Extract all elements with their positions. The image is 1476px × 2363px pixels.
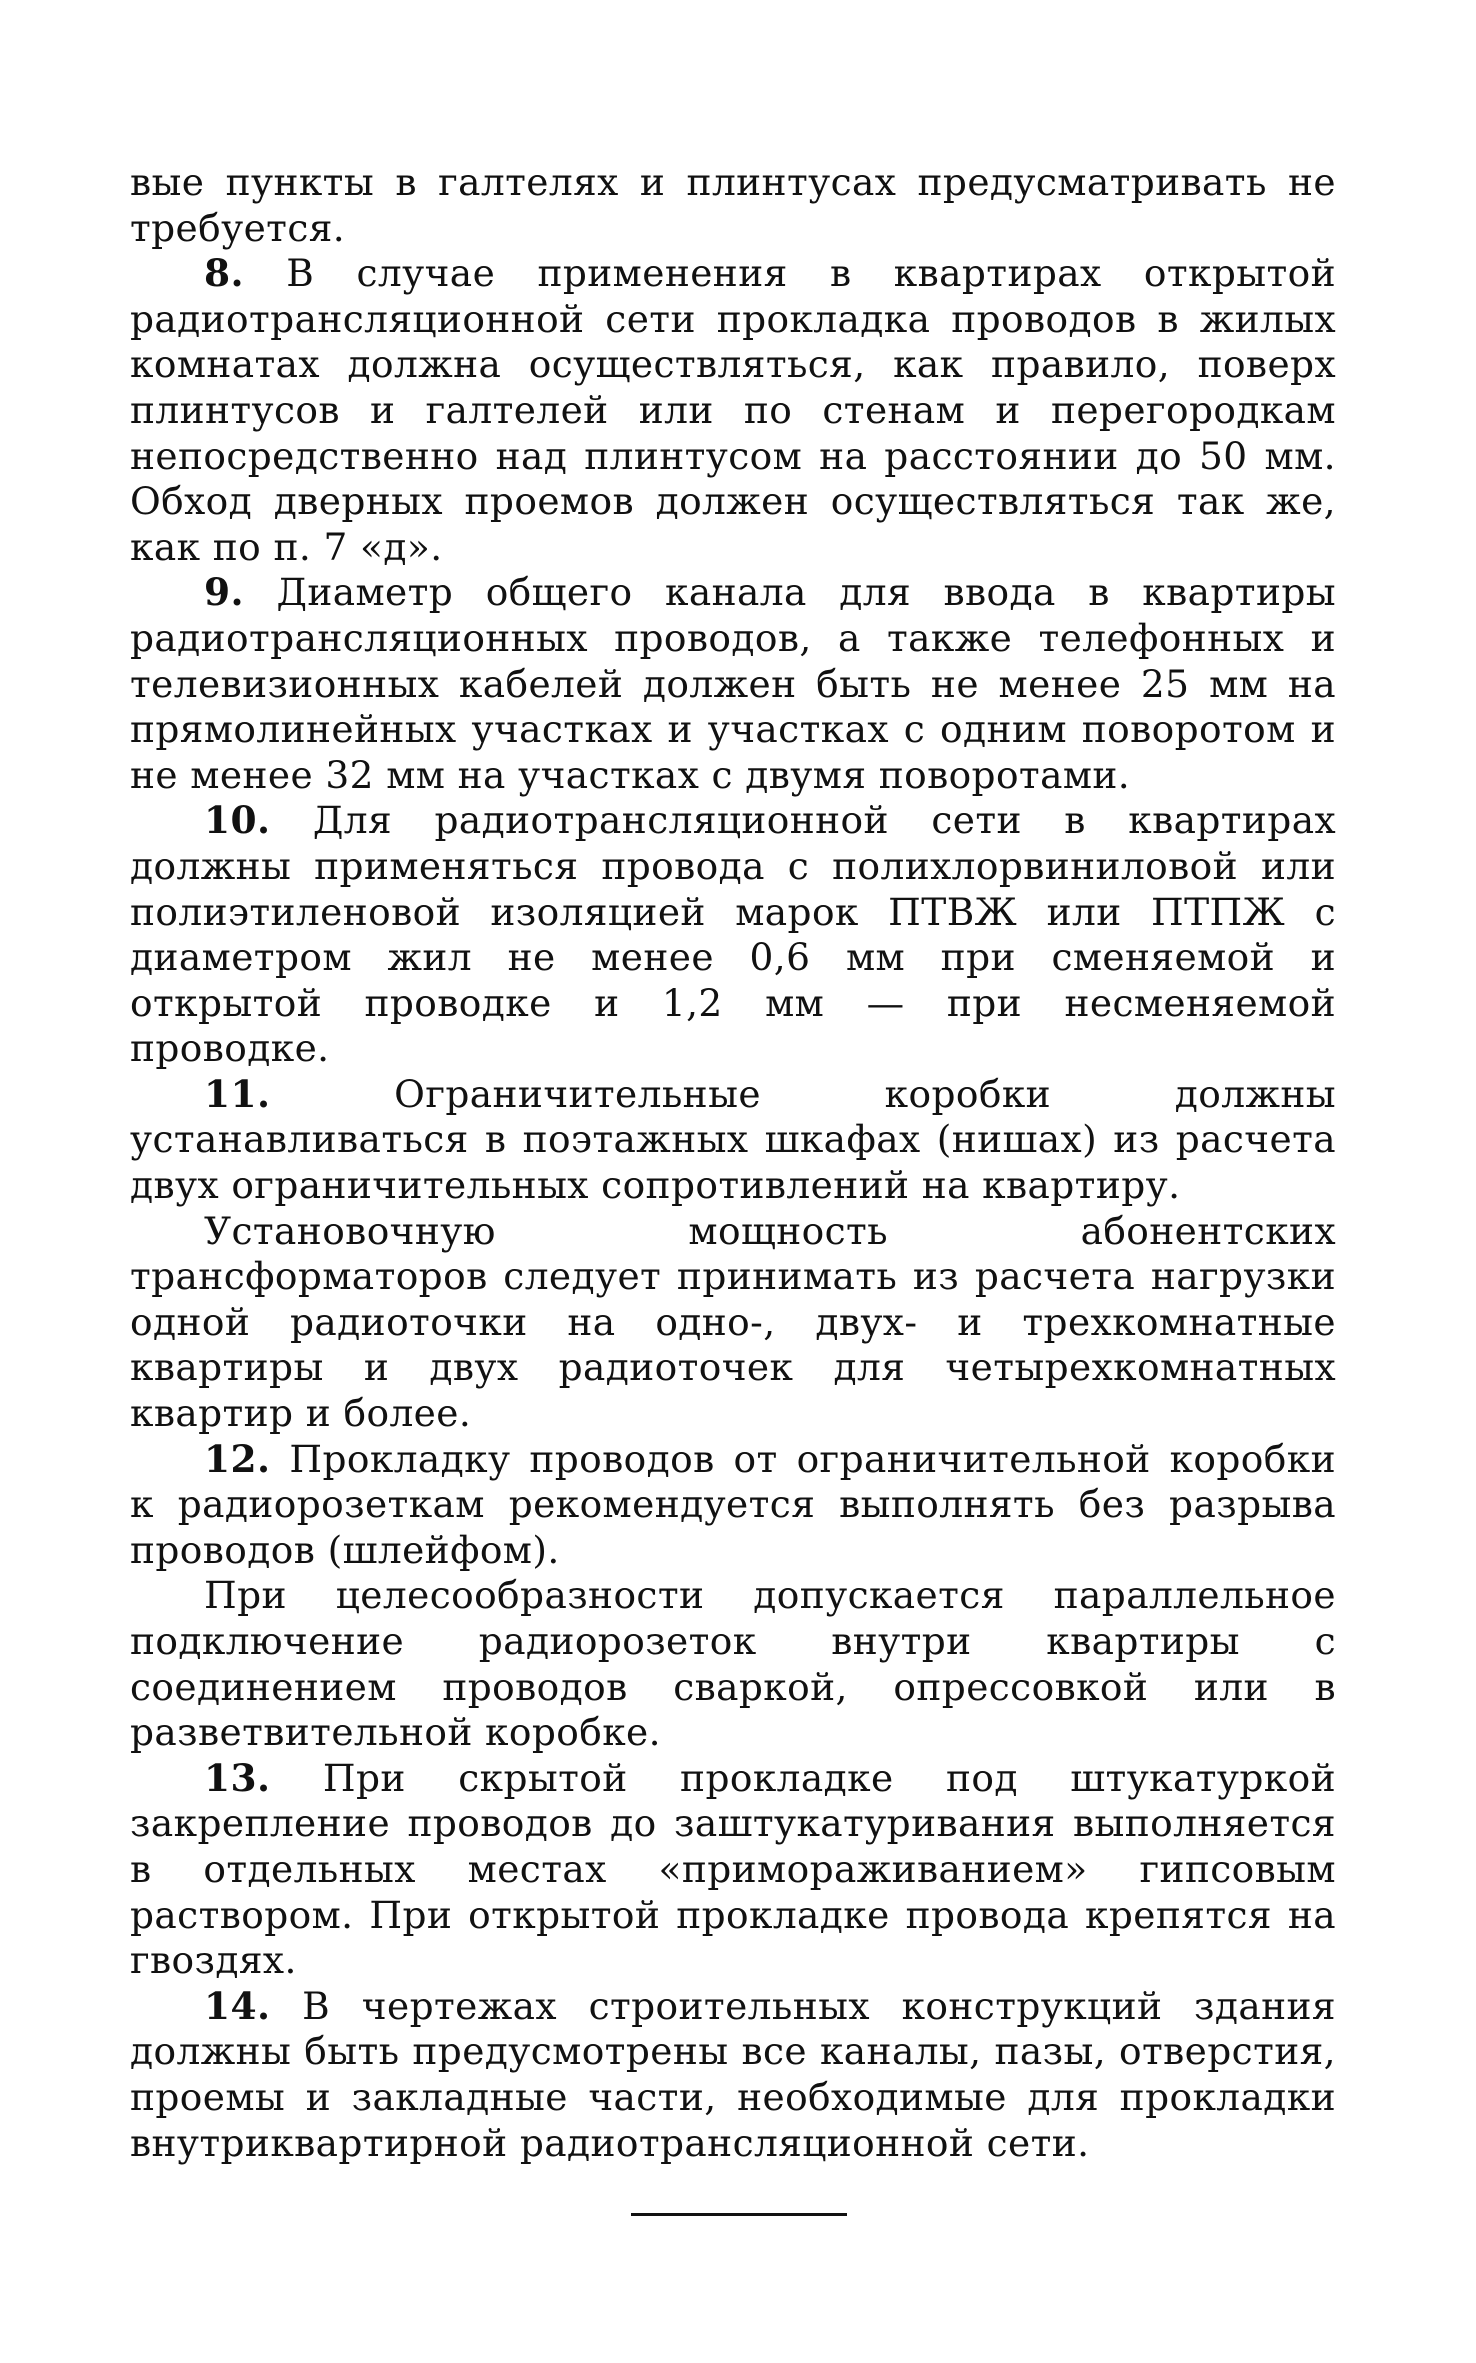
paragraph-number: 12. xyxy=(204,1436,271,1481)
paragraph-number: 10. xyxy=(204,798,271,843)
paragraph-13 xyxy=(130,1756,1336,1984)
paragraph-11-continued xyxy=(130,1209,1336,1437)
paragraph-text: При целесообразности допускается параллельное подключение радиорозеток внутри квартиры с соединением проводов сваркой, опрессовкой или в разветвительной коробке. xyxy=(130,1573,1336,1755)
paragraph-12 xyxy=(130,1437,1336,1574)
paragraph-9 xyxy=(130,570,1336,798)
paragraph-text: вые пункты в галтелях и плинтусах предусматривать не требуется. xyxy=(130,160,1336,250)
paragraph-text: Ограничительные коробки должны устанавливаться в поэтажных шкафах (нишах) из расчета двух ограничительных сопротивлений на квартиру. xyxy=(130,1071,1336,1208)
paragraph-text: Прокладку проводов от ограничительной коробки к радиорозеткам рекомендуется выполнять без разрыва проводов (шлейфом). xyxy=(130,1436,1336,1572)
paragraph-number: 13. xyxy=(204,1755,271,1800)
paragraph-11 xyxy=(130,1072,1336,1209)
paragraph-14 xyxy=(130,1984,1336,2166)
paragraph-number: 11. xyxy=(204,1071,271,1116)
paragraph-text: При скрытой прокладке под штукатуркой закрепление проводов до заштукатуривания выполняется в отдельных местах «примораживанием» гипсовым раствором. При открытой прокладке провода крепятся на гвоздях. xyxy=(130,1755,1336,1983)
paragraph-10 xyxy=(130,798,1336,1072)
paragraph-number: 14. xyxy=(204,1983,271,2028)
paragraph-number: 8. xyxy=(204,251,244,296)
paragraph-text: Для радиотрансляционной сети в квартирах должны применяться провода с полихлорвиниловой или полиэтиленовой изоляцией марок ПТВЖ или ПТПЖ с диаметром жил не менее 0,6 мм при сменяемой и открытой проводке и 1,2 мм — при несменяемой проводке. xyxy=(130,798,1336,1071)
paragraph-text: Установочную мощность абонентских трансформаторов следует принимать из расчета нагрузки одной радиоточки на одно-, двух- и трехкомнатные квартиры и двух радиоточек для четырехкомнатных квартир и более. xyxy=(130,1208,1336,1436)
paragraph-text: В чертежах строительных конструкций здания должны быть предусмотрены все каналы, пазы, отверстия, проемы и закладные части, необходимые для прокладки внутриквартирной радиотрансляционной сети. xyxy=(130,1983,1336,2165)
paragraph-continuation xyxy=(130,160,1336,251)
section-divider xyxy=(631,2213,847,2216)
paragraph-text: В случае применения в квартирах открытой радиотрансляционной сети прокладка проводов в жилых комнатах должна осуществляться, как правило, поверх плинтусов и галтелей или по стенам и перегородкам непосредственно над плинтусом на расстоянии до 50 мм. Обход дверных проемов должен осуществляться так же, как по п. 7 «д». xyxy=(130,251,1336,569)
paragraph-text: Диаметр общего канала для ввода в квартиры радиотрансляционных проводов, а также телефонных и телевизионных кабелей должен быть не менее 25 мм на прямолинейных участках и участках с одним поворотом и не менее 32 мм на участках с двумя поворотами. xyxy=(130,570,1336,797)
paragraph-8 xyxy=(130,251,1336,570)
paragraph-number: 9. xyxy=(204,570,244,615)
paragraph-12-continued xyxy=(130,1573,1336,1755)
document-page xyxy=(130,160,1336,2166)
